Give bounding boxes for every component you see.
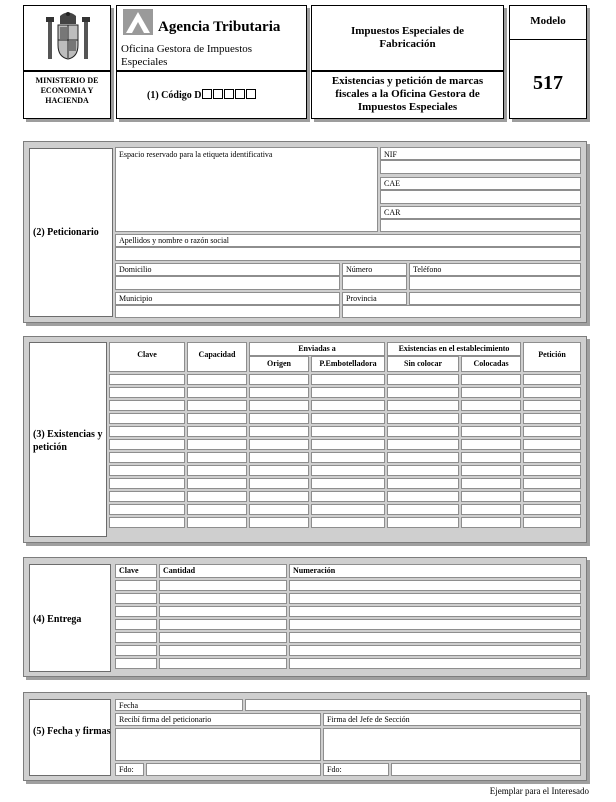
group-enviadas: Enviadas a [298,344,336,353]
existencias-cell[interactable] [523,491,581,502]
group-existencias: Existencias en el establecimiento [398,344,510,353]
existencias-cell[interactable] [523,478,581,489]
existencias-cell[interactable] [461,374,521,385]
name-field[interactable] [115,247,581,261]
existencias-cell[interactable] [187,491,247,502]
existencias-cell[interactable] [187,374,247,385]
section-4-title: (4) Entrega [33,614,82,625]
existencias-cell[interactable] [523,400,581,411]
existencias-cell[interactable] [461,439,521,450]
existencias-cell[interactable] [461,504,521,515]
existencias-cell[interactable] [109,439,185,450]
existencias-cell[interactable] [187,439,247,450]
existencias-cell[interactable] [109,465,185,476]
fecha-field[interactable] [245,699,581,711]
existencias-cell[interactable] [187,426,247,437]
existencias-cell[interactable] [187,452,247,463]
existencias-cell[interactable] [249,439,309,450]
entrega-cell[interactable] [289,619,581,630]
existencias-cell[interactable] [461,400,521,411]
fdo-field-2[interactable] [391,763,581,776]
existencias-cell[interactable] [187,413,247,424]
existencias-cell[interactable] [311,426,385,437]
existencias-cell[interactable] [249,374,309,385]
existencias-cell[interactable] [311,517,385,528]
modelo-label: Modelo [530,15,566,27]
existencias-cell[interactable] [249,387,309,398]
nif-field[interactable] [380,160,581,174]
cae-label: CAE [384,179,400,188]
entrega-cell[interactable] [159,593,287,604]
existencias-cell[interactable] [109,517,185,528]
fdo-label-2: Fdo: [327,765,342,774]
existencias-cell[interactable] [311,400,385,411]
existencias-cell[interactable] [523,439,581,450]
existencias-cell[interactable] [109,478,185,489]
existencias-cell[interactable] [387,387,459,398]
municipio-label: Municipio [119,294,153,303]
existencias-cell[interactable] [387,491,459,502]
col-capacidad: Capacidad [198,350,236,359]
code-box [116,71,307,119]
agency-logo-icon [123,9,153,35]
domicilio-field[interactable] [115,276,340,290]
section-fecha-firmas [23,692,587,781]
col-peticion: Petición [538,350,566,359]
existencias-cell[interactable] [249,400,309,411]
coat-of-arms-icon [44,11,92,67]
existencias-cell[interactable] [523,517,581,528]
entrega-cell[interactable] [115,632,157,643]
existencias-cell[interactable] [109,400,185,411]
existencias-cell[interactable] [187,465,247,476]
firma-jefe-label: Firma del Jefe de Sección [327,715,410,724]
existencias-cell[interactable] [109,504,185,515]
existencias-cell[interactable] [187,478,247,489]
existencias-cell[interactable] [311,465,385,476]
existencias-cell[interactable] [109,491,185,502]
entrega-cell[interactable] [115,645,157,656]
existencias-cell[interactable] [461,387,521,398]
existencias-cell[interactable] [461,452,521,463]
ministry-box [23,71,111,119]
existencias-cell[interactable] [187,517,247,528]
code-input[interactable] [201,90,256,101]
cae-field[interactable] [380,190,581,204]
section-5-title: (5) Fecha y firmas [33,726,111,737]
col-origen: Origen [267,359,291,368]
existencias-cell[interactable] [523,452,581,463]
entrega-cell[interactable] [289,632,581,643]
code-label: (1) Código D [147,90,202,101]
existencias-cell[interactable] [311,374,385,385]
entrega-col-cantidad: Cantidad [163,566,196,575]
doc-title-box [311,71,504,119]
telefono-field[interactable] [409,276,581,290]
entrega-cell[interactable] [159,606,287,617]
nif-label: NIF [384,150,397,159]
existencias-cell[interactable] [249,491,309,502]
existencias-cell[interactable] [523,387,581,398]
existencias-cell[interactable] [461,491,521,502]
existencias-cell[interactable] [387,452,459,463]
modelo-box [509,5,587,119]
fdo-field-1[interactable] [146,763,321,776]
existencias-cell[interactable] [387,374,459,385]
existencias-cell[interactable] [311,452,385,463]
entrega-cell[interactable] [159,645,287,656]
entrega-cell[interactable] [289,593,581,604]
entrega-cell[interactable] [115,580,157,591]
signature-jefe[interactable] [323,728,581,761]
existencias-cell[interactable] [249,465,309,476]
tax-title: Impuestos Especiales de Fabricación [350,25,465,50]
existencias-cell[interactable] [387,413,459,424]
entrega-cell[interactable] [289,606,581,617]
section-2-title: (2) Peticionario [33,227,99,238]
existencias-cell[interactable] [311,413,385,424]
label-reserved: Espacio reservado para la etiqueta identificativa [119,150,273,159]
agency-name: Agencia Tributaria [158,19,281,35]
existencias-cell[interactable] [523,374,581,385]
existencias-cell[interactable] [109,413,185,424]
existencias-cell[interactable] [523,413,581,424]
section-existencias [23,336,587,543]
doc-title: Existencias y petición de marcas fiscales a la Oficina Gestora de Impuestos Especiales [331,75,484,113]
existencias-cell[interactable] [387,400,459,411]
existencias-cell[interactable] [249,517,309,528]
existencias-cell[interactable] [461,426,521,437]
existencias-cell[interactable] [187,504,247,515]
existencias-cell[interactable] [523,504,581,515]
entrega-cell[interactable] [289,645,581,656]
existencias-cell[interactable] [387,465,459,476]
existencias-cell[interactable] [461,478,521,489]
numero-label: Número [346,265,373,274]
office-name: Oficina Gestora de Impuestos Especiales [121,43,253,68]
col-clave: Clave [137,350,157,359]
entrega-col-clave: Clave [119,566,139,575]
section-3-title: (3) Existencias y petición [33,429,103,453]
name-label: Apellidos y nombre o razón social [119,236,229,245]
col-sin-colocar: Sin colocar [404,359,442,368]
section-entrega [23,557,587,677]
existencias-cell[interactable] [249,426,309,437]
existencias-cell[interactable] [187,400,247,411]
col-colocadas: Colocadas [473,359,509,368]
existencias-cell[interactable] [461,465,521,476]
existencias-cell[interactable] [387,517,459,528]
fecha-label: Fecha [119,701,139,710]
existencias-cell[interactable] [311,491,385,502]
existencias-cell[interactable] [387,478,459,489]
existencias-cell[interactable] [461,413,521,424]
existencias-cell[interactable] [387,439,459,450]
existencias-cell[interactable] [387,426,459,437]
numero-field[interactable] [342,276,407,290]
existencias-cell[interactable] [109,387,185,398]
existencias-cell[interactable] [311,439,385,450]
existencias-cell[interactable] [249,478,309,489]
header-logo-box [23,5,111,71]
col-pembotelladora: P.Embotelladora [319,359,377,368]
entrega-cell[interactable] [115,619,157,630]
existencias-cell[interactable] [187,387,247,398]
entrega-cell[interactable] [159,619,287,630]
existencias-cell[interactable] [109,374,185,385]
recibi-label: Recibí firma del peticionario [119,715,212,724]
existencias-cell[interactable] [249,413,309,424]
signature-peticionario[interactable] [115,728,321,761]
entrega-col-numeracion: Numeración [293,566,336,575]
entrega-cell[interactable] [115,606,157,617]
entrega-cell[interactable] [289,580,581,591]
car-field[interactable] [380,219,581,232]
existencias-cell[interactable] [311,504,385,515]
entrega-cell[interactable] [159,632,287,643]
entrega-cell[interactable] [159,658,287,669]
existencias-cell[interactable] [109,426,185,437]
existencias-cell[interactable] [461,517,521,528]
label-reserved-area [115,147,378,232]
existencias-cell[interactable] [311,478,385,489]
tax-title-box [311,5,504,71]
entrega-cell[interactable] [115,658,157,669]
provincia-field[interactable] [342,305,581,318]
entrega-cell[interactable] [289,658,581,669]
modelo-number: 517 [533,72,563,94]
existencias-cell[interactable] [249,504,309,515]
agency-box [116,5,307,71]
existencias-cell[interactable] [311,387,385,398]
entrega-cell[interactable] [115,593,157,604]
ministry-name: MINISTERIO DE ECONOMIA Y HACIENDA [35,76,99,105]
domicilio-label: Domicilio [119,265,152,274]
copy-note: Ejemplar para el Interesado [489,786,589,796]
existencias-cell[interactable] [249,452,309,463]
section-peticionario [23,141,587,323]
municipio-field[interactable] [115,305,340,318]
existencias-cell[interactable] [523,465,581,476]
existencias-cell[interactable] [523,426,581,437]
fdo-label-1: Fdo: [119,765,134,774]
existencias-cell[interactable] [387,504,459,515]
telefono-label: Teléfono [413,265,442,274]
entrega-cell[interactable] [159,580,287,591]
provincia-label: Provincia [346,294,377,303]
car-label: CAR [384,208,401,217]
existencias-cell[interactable] [109,452,185,463]
